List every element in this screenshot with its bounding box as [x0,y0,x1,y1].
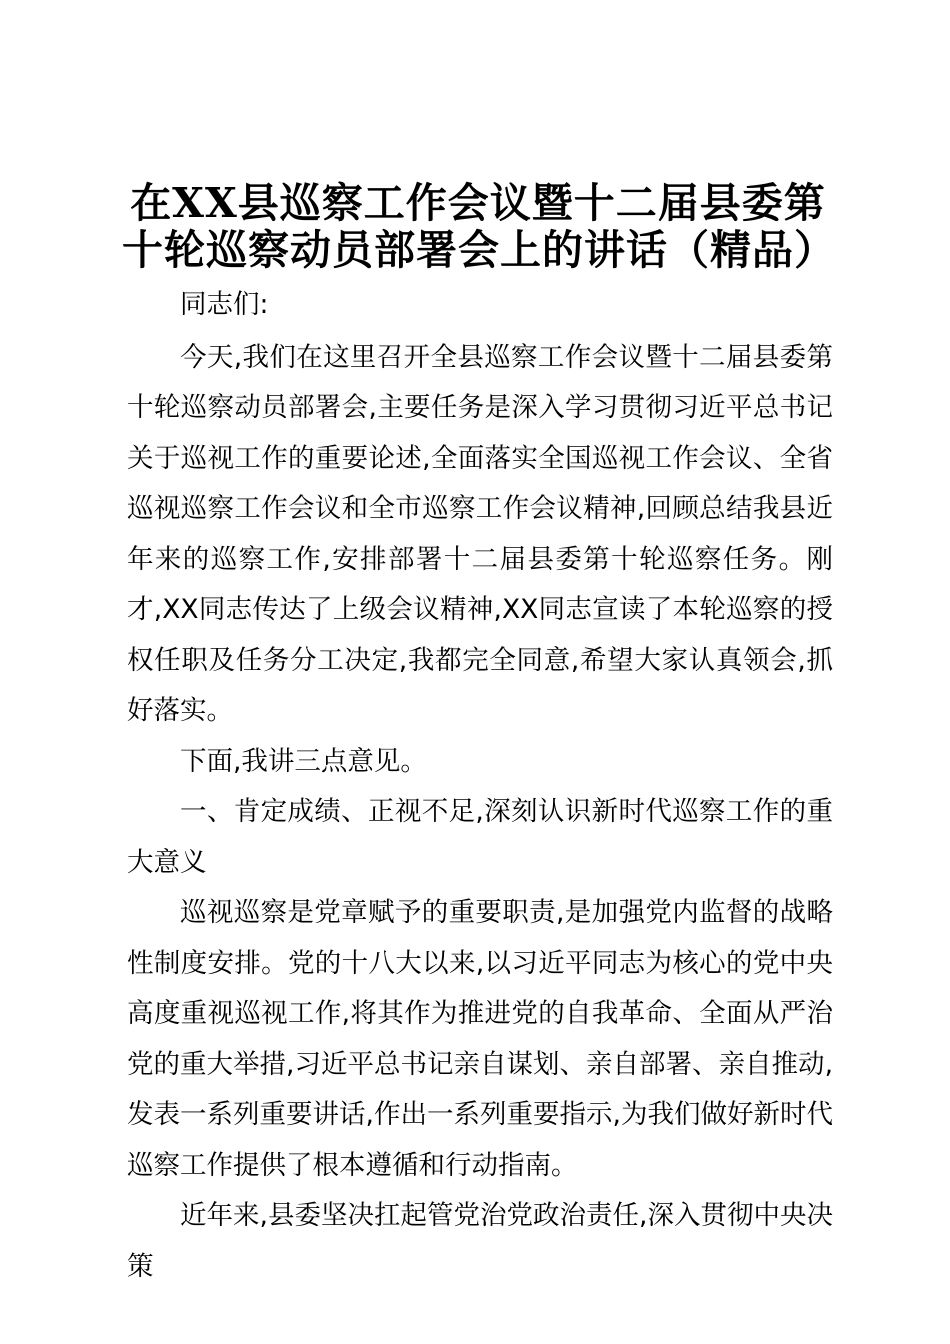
title-line-2: 十轮巡察动员部署会上的讲话（精品） [122,226,836,274]
salutation: 同志们: [180,289,269,320]
paragraph-recent-years: 近年来,县委坚决扛起管党治党政治责任,深入贯彻中央决策 [127,1200,833,1282]
document-title [122,180,834,274]
paragraph-outline: 下面,我讲三点意见。 [180,745,427,777]
section-heading-1: 一、肯定成绩、正视不足,深刻认识新时代巡察工作的重大意义 [127,796,833,878]
title-line-1: 在XX县巡察工作会议暨十二届县委第 [130,179,826,227]
document-body [127,280,833,1292]
paragraph-significance: 巡视巡察是党章赋予的重要职责,是加强党内监督的战略性制度安排。党的十八大以来,以习近平同志为核心的党中央高度重视巡视工作,将其作为推进党的自我革命、全面从严治党的重大举措,习近平总书记亲自谋划、亲自部署、亲自推动,发表一系列重要讲话,作出一系列重要指示,为我们做好新时代巡察工作提供了根本遵循和行动指南。 [127,897,833,1181]
paragraph-opening: 今天,我们在这里召开全县巡察工作会议暨十二届县委第十轮巡察动员部署会,主要任务是深入学习贯彻习近平总书记关于巡视工作的重要论述,全面落实全国巡视工作会议、全省巡视巡察工作会议和全市巡察工作会议精神,回顾总结我县近年来的巡察工作,安排部署十二届县委第十轮巡察任务。刚才,XX同志传达了上级会议精神,XX同志宣读了本轮巡察的授权任职及任务分工决定,我都完全同意,希望大家认真领会,抓好落实。 [127,341,833,726]
